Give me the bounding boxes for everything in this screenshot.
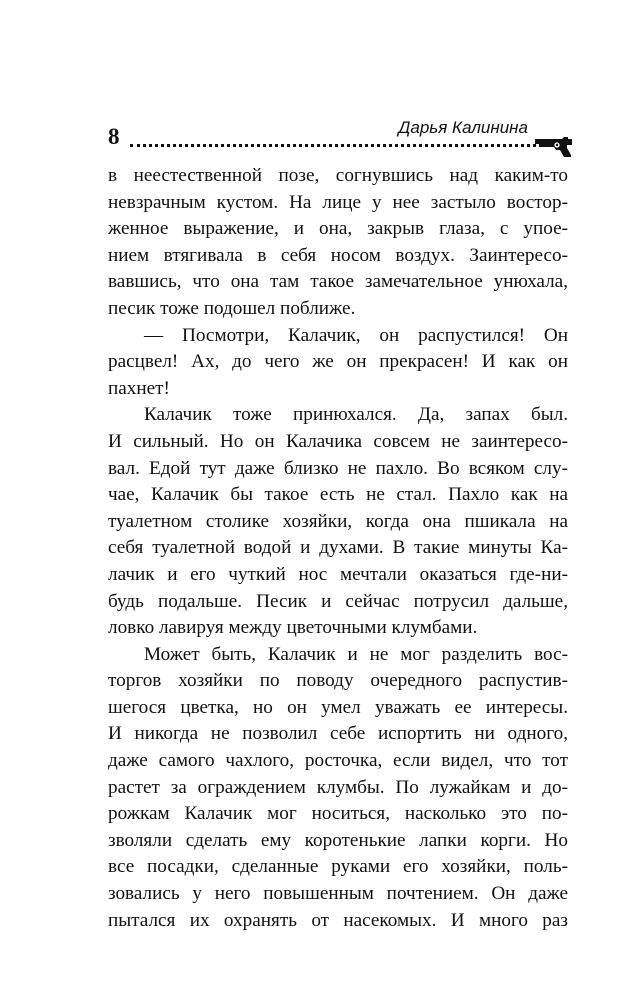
text-line: шегося цветка, но он умел уважать ее интересы. xyxy=(108,696,568,718)
text-line: себя туалетной водой и духами. В такие минуты Ка- xyxy=(108,537,568,559)
text-line: торгов хозяйки по поводу очередного распустив- xyxy=(108,670,568,692)
leader-dots xyxy=(130,144,548,147)
text-line: зовались у него повышенным почтением. Он даже xyxy=(108,883,568,905)
text-block xyxy=(108,163,568,934)
text-line: И сильный. Но он Калачика совсем не заинтересо- xyxy=(108,430,568,452)
text-line: рожкам Калачик мог носиться, насколько это по- xyxy=(108,803,568,825)
text-line: пахнет! xyxy=(108,377,170,399)
text-line: ловко лавируя между цветочными клумбами. xyxy=(108,617,478,639)
running-head xyxy=(108,118,568,162)
text-line: И никогда не позволил себе испортить ни одного, xyxy=(108,723,568,745)
text-line: чае, Калачик бы такое есть не стал. Пахло как на xyxy=(108,484,568,506)
text-line: зволяли сделать ему коротенькие лапки корги. Но xyxy=(108,829,568,851)
author-name: Дарья Калинина xyxy=(398,118,528,137)
text-line: пытался их охранять от насекомых. И много раз xyxy=(108,909,568,931)
revolver-icon xyxy=(534,136,574,158)
text-line: расцвел! Ах, до чего же он прекрасен! И как он xyxy=(108,351,568,373)
text-line: Калачик тоже принюхался. Да, запах был. xyxy=(144,404,568,426)
text-line: лачик и его чуткий нос мечтали оказаться где-ни- xyxy=(108,563,568,585)
text-line: все посадки, сделанные руками его хозяйки, поль- xyxy=(108,856,568,878)
text-line: вавшись, что она там такое замечательное унюхала, xyxy=(108,271,568,293)
text-line: даже самого чахлого, росточка, если видел, что тот xyxy=(108,750,568,772)
text-line: песик тоже подошел поближе. xyxy=(108,297,356,319)
text-line: вал. Едой тут даже близко не пахло. Во всяком слу- xyxy=(108,457,568,479)
text-line: женное выражение, и она, закрыв глаза, с упое- xyxy=(108,218,568,240)
text-line: — Посмотри, Калачик, он распустился! Он xyxy=(144,324,568,346)
text-line: Может быть, Калачик и не мог разделить вос- xyxy=(144,643,568,665)
text-line: туалетном столике хозяйки, когда она пшикала на xyxy=(108,510,568,532)
text-line: растет за ограждением клумбы. По лужайкам и до- xyxy=(108,776,568,798)
text-line: будь подальше. Песик и сейчас потрусил дальше, xyxy=(108,590,568,612)
text-line: невзрачным кустом. На лице у нее застыло востор- xyxy=(108,191,568,213)
text-line: нием втягивала в себя носом воздух. Заинтересо- xyxy=(108,244,568,266)
text-line: в неестественной позе, согнувшись над каким-то xyxy=(108,165,568,186)
page-number: 8 xyxy=(108,124,120,149)
